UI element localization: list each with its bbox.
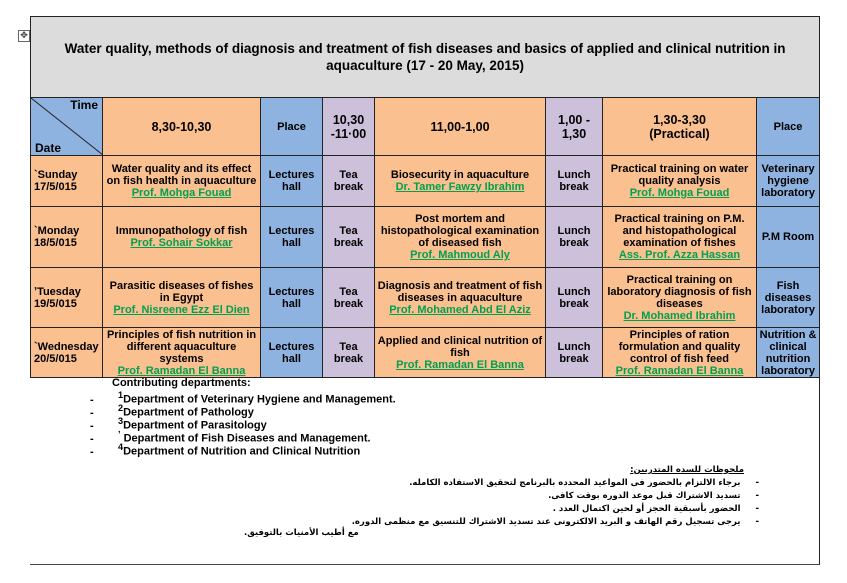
- session1-cell: [103, 268, 261, 328]
- table-row: [31, 268, 820, 328]
- department-name: Department of Veterinary Hygiene and Management.: [123, 393, 396, 406]
- date-mark: `: [34, 169, 38, 181]
- department-number: ʼ: [118, 429, 121, 439]
- lunch-break-cell: Lunch break: [546, 207, 603, 268]
- header-row: [31, 98, 820, 156]
- table-row: [31, 156, 820, 207]
- place-cell: Lectures hall: [261, 328, 323, 378]
- date-value: 19/5/015: [34, 297, 77, 310]
- date-cell: [31, 268, 103, 328]
- session-title: Principles of ration formulation and quality control of fish feed: [618, 328, 741, 365]
- arabic-note-line: - تسديد الاشتراك قبل موعد الدوره بوقت كافى.: [548, 491, 759, 501]
- place1-header: Place: [261, 98, 323, 156]
- time-date-header: [31, 98, 103, 156]
- session1-cell: [103, 207, 261, 268]
- tea-break-cell: Tea break: [323, 207, 375, 268]
- document-page: [30, 16, 820, 565]
- session-title: Practical training on laboratory diagnosis of fish diseases: [607, 273, 752, 310]
- practical-cell: [603, 268, 757, 328]
- date-mark: ʼ: [34, 285, 38, 298]
- practical-cell: [603, 207, 757, 268]
- session3-cell: [375, 156, 546, 207]
- notes-section: [30, 375, 819, 564]
- slot3-header: 11,00-1,00: [375, 98, 546, 156]
- department-name: Department of Fish Diseases and Management.: [120, 432, 371, 445]
- department-number: 1: [118, 390, 124, 400]
- practical-place-cell: Nutrition & clinical nutrition laboratory: [757, 328, 820, 378]
- department-number: 3: [118, 416, 124, 426]
- practical-place-cell: P.M Room: [757, 207, 820, 268]
- tea-break-cell: Tea break: [323, 328, 375, 378]
- lecturer-name: Ass. Prof. Azza Hassan: [618, 249, 741, 261]
- department-number: 2: [118, 403, 124, 413]
- date-cell: [31, 207, 103, 268]
- lecturer-name: Prof. Ramadan El Banna: [396, 358, 524, 371]
- date-mark: `: [34, 225, 38, 237]
- day-name: Wednesday: [37, 340, 99, 353]
- session-title: Immunopathology of fish: [115, 225, 248, 237]
- slot5-header: [603, 98, 757, 156]
- slot5-subtitle: (Practical): [649, 126, 710, 141]
- lecturer-name: Dr. Mohamed Ibrahim: [623, 309, 736, 322]
- lecturer-name: Prof. Mohga Fouad: [629, 187, 730, 199]
- place-cell: Lectures hall: [261, 156, 323, 207]
- date-label: Date: [35, 141, 62, 155]
- department-item: - $^3$Department of Parasitology: [90, 416, 267, 432]
- table-move-handle-icon[interactable]: ✥: [18, 30, 30, 42]
- arabic-note-line: - برجاء الالتزام بالحضور فى المواعيد المحدده بالبرنامج لتحقيق الاستفاده الكامله.: [409, 478, 759, 488]
- day-name: Tuesday: [37, 285, 81, 298]
- place-cell: Lectures hall: [261, 268, 323, 328]
- lecturer-name: Prof. Sohair Sokkar: [130, 237, 233, 249]
- time-label: Time: [70, 98, 98, 112]
- date-cell: [31, 156, 103, 207]
- lunch-break-cell: Lunch break: [546, 156, 603, 207]
- date-value: 20/5/015: [34, 352, 77, 365]
- schedule-table: [30, 16, 820, 378]
- table-row: [31, 207, 820, 268]
- slot1-header: 8,30-10,30: [103, 98, 261, 156]
- title-row: [31, 17, 820, 98]
- schedule-title: Water quality, methods of diagnosis and treatment of fish diseases and basics of applied and clinical nutrition in aquaculture (17 - 20 May, 2015): [31, 17, 820, 98]
- lecturer-name: Prof. Ramadan El Banna: [117, 364, 246, 377]
- lecturer-name: Prof. Nisreene Ezz El Dien: [113, 303, 250, 316]
- practical-cell: [603, 156, 757, 207]
- department-item: - $^1$Department of Veterinary Hygiene and Management.: [90, 390, 396, 406]
- session-title: Water quality and its effect on fish health in aquaculture: [106, 163, 257, 187]
- practical-cell: [603, 328, 757, 378]
- lunch-break-cell: Lunch break: [546, 328, 603, 378]
- arabic-note-line: - يرجى تسجيل رقم الهاتف و البريد الالكترونى عند تسديد الاشتراك للتنسيق مع منظمى الدوره.: [351, 517, 759, 527]
- department-item: - $^4$Department of Nutrition and Clinical Nutrition: [90, 442, 361, 458]
- lecturer-name: Prof. Mohamed Abd El Aziz: [389, 303, 531, 316]
- session-title: Applied and clinical nutrition of fish: [377, 334, 543, 359]
- tea-break-cell: Tea break: [323, 268, 375, 328]
- slot5-time: 1,30-3,30: [653, 112, 706, 127]
- session-title: Diagnosis and treatment of fish diseases in aquaculture: [377, 279, 543, 304]
- table-row: [31, 328, 820, 378]
- session3-cell: [375, 207, 546, 268]
- lecturer-name: Dr. Tamer Fawzy Ibrahim: [395, 181, 525, 193]
- arabic-note-line: - الحضور بأسبقية الحجز أو لحين اكتمال العدد .: [552, 504, 759, 514]
- session-title: Principles of fish nutrition in different aquaculture systems: [106, 328, 257, 365]
- tea-break-cell: Tea break: [323, 156, 375, 207]
- department-number: 4: [118, 442, 124, 452]
- department-name: Department of Nutrition and Clinical Nutrition: [123, 445, 361, 458]
- session-title: Practical training on water quality analysis: [610, 163, 749, 187]
- date-value: 17/5/015: [34, 181, 77, 193]
- slot2-header: 10,30 -11·00: [323, 98, 375, 156]
- arabic-closing: مع أطيب الأمنيات بالتوفيق.: [244, 528, 359, 538]
- session-title: Parasitic diseases of fishes in Egypt: [109, 279, 254, 304]
- date-mark: `: [34, 340, 38, 353]
- session3-cell: [375, 328, 546, 378]
- department-name: Department of Pathology: [123, 406, 254, 419]
- department-item: - $^ʼ$ Department of Fish Diseases and Management.: [90, 429, 371, 445]
- lunch-break-cell: Lunch break: [546, 268, 603, 328]
- place2-header: Place: [757, 98, 820, 156]
- practical-place-cell: Veterinary hygiene laboratory: [757, 156, 820, 207]
- slot4-header: 1,00 - 1,30: [546, 98, 603, 156]
- date-value: 18/5/015: [34, 237, 77, 249]
- session-title: Practical training on P.M. and histopathological examination of fishes: [614, 213, 745, 249]
- department-item: - $^2$Department of Pathology: [90, 403, 254, 419]
- lecturer-name: Prof. Ramadan El Banna: [615, 364, 744, 377]
- session1-cell: [103, 328, 261, 378]
- day-name: Sunday: [37, 169, 78, 181]
- department-name: Department of Parasitology: [123, 419, 267, 432]
- lecturer-name: Prof. Mohga Fouad: [131, 187, 232, 199]
- practical-place-cell: Fish diseases laboratory: [757, 268, 820, 328]
- session-title: Post mortem and histopathological examination of diseased fish: [380, 213, 540, 249]
- contributing-title: Contributing departments:: [112, 377, 251, 389]
- lecturer-name: Prof. Mahmoud Aly: [410, 249, 510, 261]
- date-cell: [31, 328, 103, 378]
- session3-cell: [375, 268, 546, 328]
- session1-cell: [103, 156, 261, 207]
- place-cell: Lectures hall: [261, 207, 323, 268]
- day-name: Monday: [37, 225, 80, 237]
- session-title: Biosecurity in aquaculture: [390, 169, 530, 181]
- arabic-notes-heading: ملحوظات للسده المتدربين:: [630, 465, 744, 475]
